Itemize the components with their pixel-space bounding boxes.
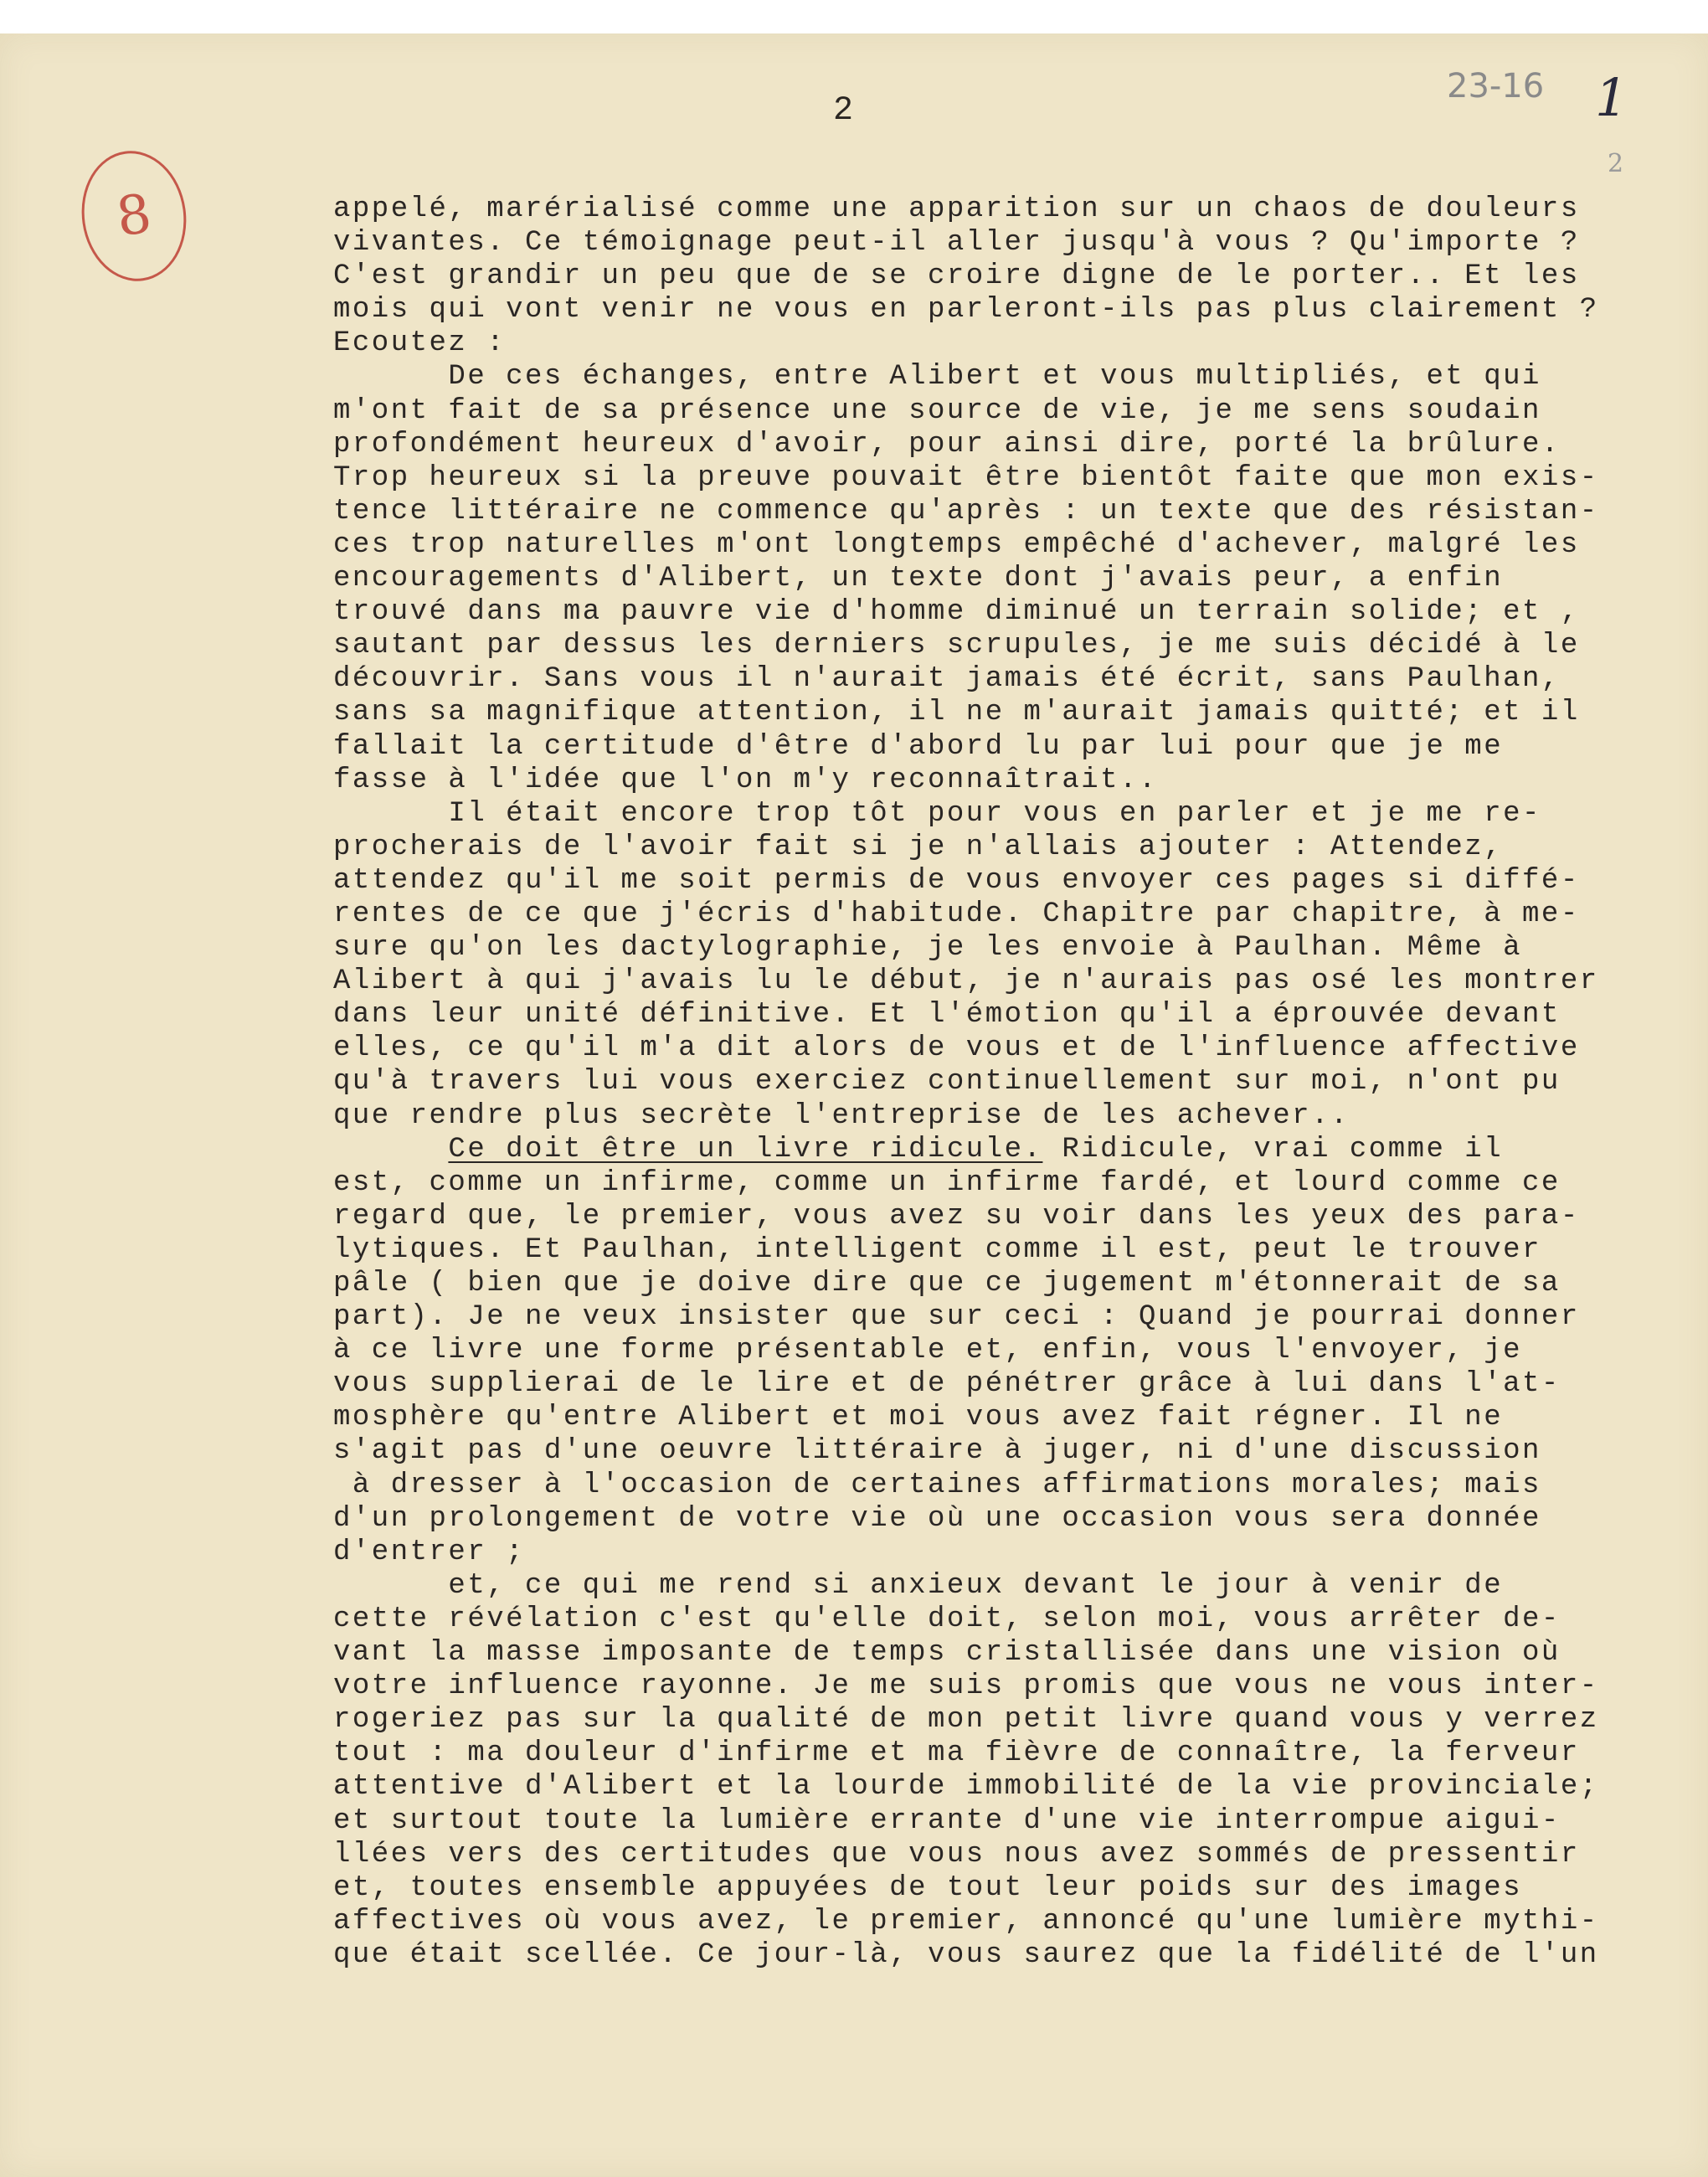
text-line: d'entrer ;	[333, 1536, 526, 1568]
text-line: à ce livre une forme présentable et, enfin, vous l'envoyer, je	[333, 1335, 1523, 1367]
text-line: à dresser à l'occasion de certaines affirmations morales; mais	[333, 1469, 1541, 1501]
text-line: d'un prolongement de votre vie où une occasion vous sera donnée	[333, 1502, 1541, 1535]
text-line: Trop heureux si la preuve pouvait être bientôt faite que mon exis-	[333, 461, 1599, 494]
text-line: que rendre plus secrète l'entreprise de les achever..	[333, 1099, 1350, 1132]
text-line: s'agit pas d'une oeuvre littéraire à juger, ni d'une discussion	[333, 1435, 1541, 1468]
text-line: Alibert à qui j'avais lu le début, je n'aurais pas osé les montrer	[333, 965, 1599, 998]
text-line: attendez qu'il me soit permis de vous envoyer ces pages si diffé-	[333, 864, 1580, 897]
archive-reference: 23-16	[1447, 67, 1545, 106]
text-line: sans sa magnifique attention, il ne m'aurait jamais quitté; et il	[333, 697, 1580, 729]
text-line: C'est grandir un peu que de se croire digne de le porter.. Et les	[333, 260, 1580, 293]
text-line: procherais de l'avoir fait si je n'allais ajouter : Attendez,	[333, 831, 1504, 863]
text-line: découvrir. Sans vous il n'aurait jamais été écrit, sans Paulhan,	[333, 663, 1561, 696]
text-line: lytiques. Et Paulhan, intelligent comme il est, peut le trouver	[333, 1233, 1541, 1266]
text-line: m'ont fait de sa présence une source de vie, je me sens soudain	[333, 394, 1541, 427]
text-line: fasse à l'idée que l'on m'y reconnaîtrait..	[333, 764, 1158, 796]
text-line: vous supplierai de le lire et de pénétrer grâce à lui dans l'at-	[333, 1368, 1561, 1401]
text-line: dans leur unité définitive. Et l'émotion qu'il a éprouvée devant	[333, 999, 1561, 1032]
text-line: trouvé dans ma pauvre vie d'homme diminué un terrain solide; et ,	[333, 596, 1580, 629]
circled-number-annotation	[74, 144, 195, 288]
text-line: ces trop naturelles m'ont longtemps empêché d'achever, malgré les	[333, 528, 1580, 561]
text-line: regard que, le premier, vous avez su voir dans les yeux des para-	[333, 1200, 1580, 1233]
folio-subnumber: 2	[1608, 149, 1624, 178]
text-line: rentes de ce que j'écris d'habitude. Chapitre par chapitre, à me-	[333, 898, 1580, 930]
text-line: profondément heureux d'avoir, pour ainsi dire, porté la brûlure.	[333, 428, 1561, 461]
text-line: tout : ma douleur d'infirme et ma fièvre de connaître, la ferveur	[333, 1737, 1580, 1770]
text-line: part). Je ne veux insister que sur ceci : Quand je pourrai donner	[333, 1301, 1580, 1334]
letter-body	[333, 193, 1673, 1972]
text-line: pâle ( bien que je doive dire que ce jugement m'étonnerait de sa	[333, 1268, 1561, 1300]
text-line: Ecoutez :	[333, 327, 507, 360]
text-line: qu'à travers lui vous exerciez continuellement sur moi, n'ont pu	[333, 1066, 1561, 1099]
text-line: votre influence rayonne. Je me suis promis que vous ne vous inter-	[333, 1670, 1599, 1703]
text-line: et, ce qui me rend si anxieux devant le jour à venir de	[333, 1569, 1504, 1602]
text-line: fallait la certitude d'être d'abord lu par lui pour que je me	[333, 730, 1504, 763]
letter-page	[0, 33, 1708, 2177]
text-line: Il était encore trop tôt pour vous en parler et je me re-	[333, 797, 1541, 830]
underlined-text-line	[333, 1133, 1673, 1166]
text-line: vant la masse imposante de temps cristallisée dans une vision où	[333, 1637, 1561, 1670]
line-rest: Ridicule, vrai comme il	[1042, 1133, 1504, 1166]
text-line: rogeriez pas sur la qualité de mon petit livre quand vous y verrez	[333, 1704, 1599, 1737]
text-line: llées vers des certitudes que vous nous avez sommés de pressentir	[333, 1838, 1580, 1871]
text-line: et, toutes ensemble appuyées de tout leur poids sur des images	[333, 1871, 1523, 1904]
text-line: tence littéraire ne commence qu'après : un texte que des résistan-	[333, 495, 1599, 528]
text-line: sautant par dessus les derniers scrupules, je me suis décidé à le	[333, 630, 1580, 662]
text-line: mois qui vont venir ne vous en parleront-ils pas plus clairement ?	[333, 294, 1599, 327]
text-line: est, comme un infirme, comme un infirme fardé, et lourd comme ce	[333, 1166, 1561, 1199]
text-line: elles, ce qu'il m'a dit alors de vous et de l'influence affective	[333, 1032, 1580, 1065]
text-line: appelé, marérialisé comme une apparition sur un chaos de douleurs	[333, 193, 1580, 225]
circled-number: 8	[112, 183, 156, 250]
text-line: affectives où vous avez, le premier, annoncé qu'une lumière mythi-	[333, 1905, 1599, 1938]
text-line: De ces échanges, entre Alibert et vous multipliés, et qui	[333, 361, 1541, 394]
text-line: attentive d'Alibert et la lourde immobilité de la vie provinciale;	[333, 1771, 1599, 1804]
line-indent	[333, 1134, 448, 1166]
folio-number: 1	[1595, 67, 1628, 128]
page-number: 2	[833, 92, 854, 130]
text-line: et surtout toute la lumière errante d'une vie interrompue aigui-	[333, 1804, 1561, 1837]
text-line: vivantes. Ce témoignage peut-il aller jusqu'à vous ? Qu'importe ?	[333, 227, 1580, 260]
text-line: que était scellée. Ce jour-là, vous saurez que la fidélité de l'un	[333, 1938, 1599, 1971]
underlined-phrase: Ce doit être un livre ridicule.	[448, 1133, 1043, 1166]
text-line: mosphère qu'entre Alibert et moi vous avez fait régner. Il ne	[333, 1402, 1504, 1434]
text-line: cette révélation c'est qu'elle doit, selon moi, vous arrêter de-	[333, 1603, 1561, 1635]
text-line: sure qu'on les dactylographie, je les envoie à Paulhan. Même à	[333, 932, 1523, 965]
text-line: encouragements d'Alibert, un texte dont j'avais peur, a enfin	[333, 563, 1504, 595]
